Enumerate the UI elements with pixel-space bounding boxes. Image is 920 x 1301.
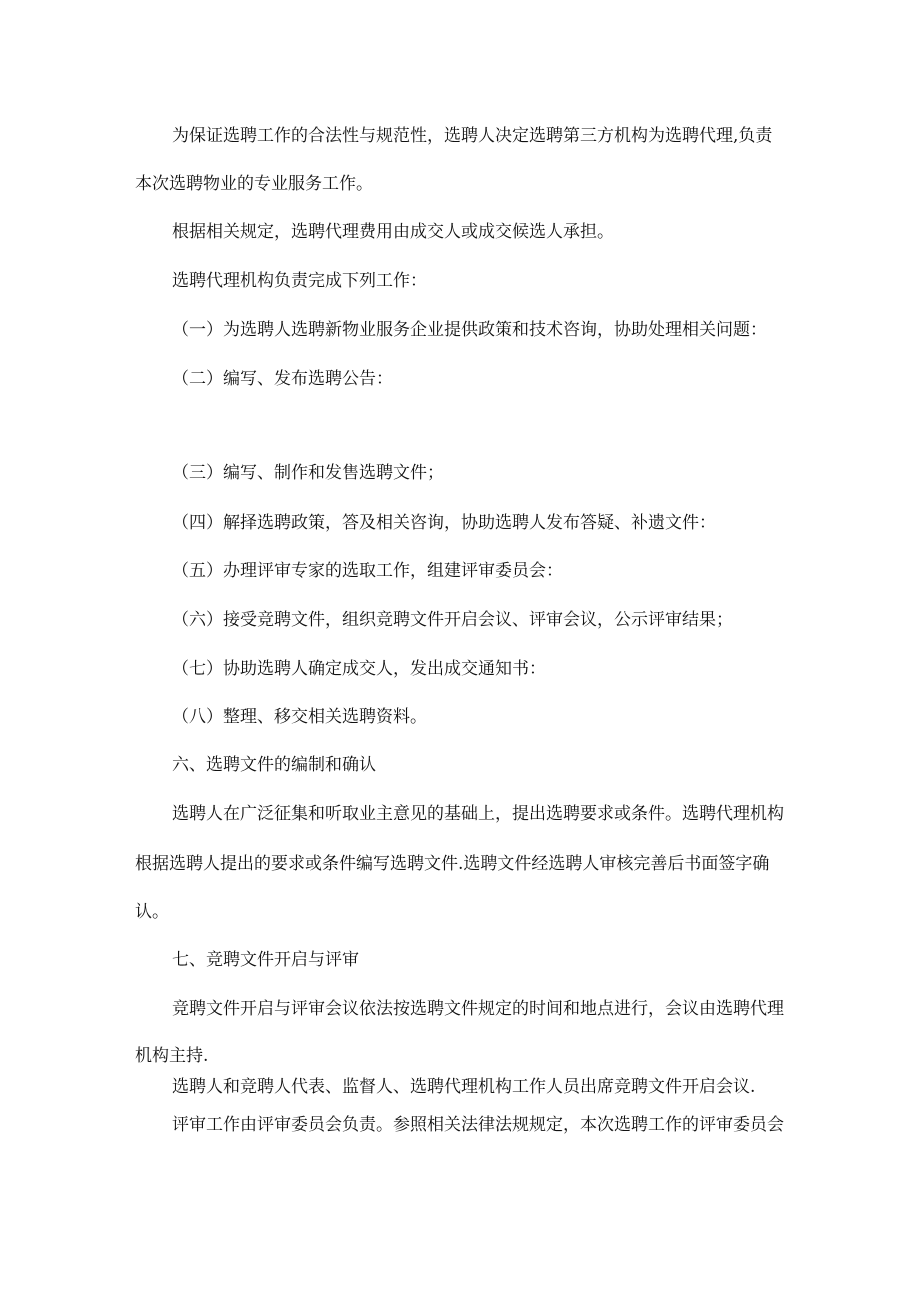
paragraph-line: 机构主持. <box>135 1046 209 1066</box>
duty-item: （三）编写、制作和发售选聘文件； <box>172 463 444 483</box>
duty-item: （五）办理评审专家的选取工作，组建评审委员会： <box>172 561 563 581</box>
paragraph-line: 选聘人和竞聘人代表、监督人、选聘代理机构工作人员出席竞聘文件开启会议. <box>172 1077 756 1097</box>
duty-item: （六）接受竞聘文件，组织竞聘文件开启会议、评审会议，公示评审结果； <box>172 610 733 630</box>
paragraph-line: 为保证选聘工作的合法性与规范性，选聘人决定选聘第三方机构为选聘代理,负责 <box>172 126 773 146</box>
paragraph-line: 选聘人在广泛征集和听取业主意见的基础上，提出选聘要求或条件。选聘代理机构 <box>172 804 784 824</box>
paragraph-line: 认。 <box>135 902 169 922</box>
paragraph-line: 选聘代理机构负责完成下列工作： <box>172 271 427 291</box>
paragraph-line: 根据选聘人提出的要求或条件编写选聘文件.选聘文件经选聘人审核完善后书面签字确 <box>135 854 770 874</box>
section-heading: 七、竞聘文件开启与评审 <box>172 950 359 970</box>
section-heading: 六、选聘文件的编制和确认 <box>172 755 376 775</box>
duty-item: （四）解择选聘政策，答及相关咨询，协助选聘人发布答疑、补遗文件： <box>172 513 716 533</box>
duty-item: （二）编写、发布选聘公告： <box>172 369 393 389</box>
paragraph-line: 竞聘文件开启与评审会议依法按选聘文件规定的时间和地点进行，会议由选聘代理 <box>172 999 784 1019</box>
duty-item: （七）协助选聘人确定成交人，发出成交通知书： <box>172 659 546 679</box>
paragraph-line: 评审工作由评审委员会负责。参照相关法律法规规定，本次选聘工作的评审委员会 <box>172 1115 784 1135</box>
duty-item: （一）为选聘人选聘新物业服务企业提供政策和技术咨询，协助处理相关问题： <box>172 320 767 340</box>
paragraph-line: 根据相关规定，选聘代理费用由成交人或成交候选人承担。 <box>172 222 614 242</box>
duty-item: （八）整理、移交相关选聘资料。 <box>172 707 427 727</box>
paragraph-line: 本次选聘物业的专业服务工作。 <box>135 174 373 194</box>
